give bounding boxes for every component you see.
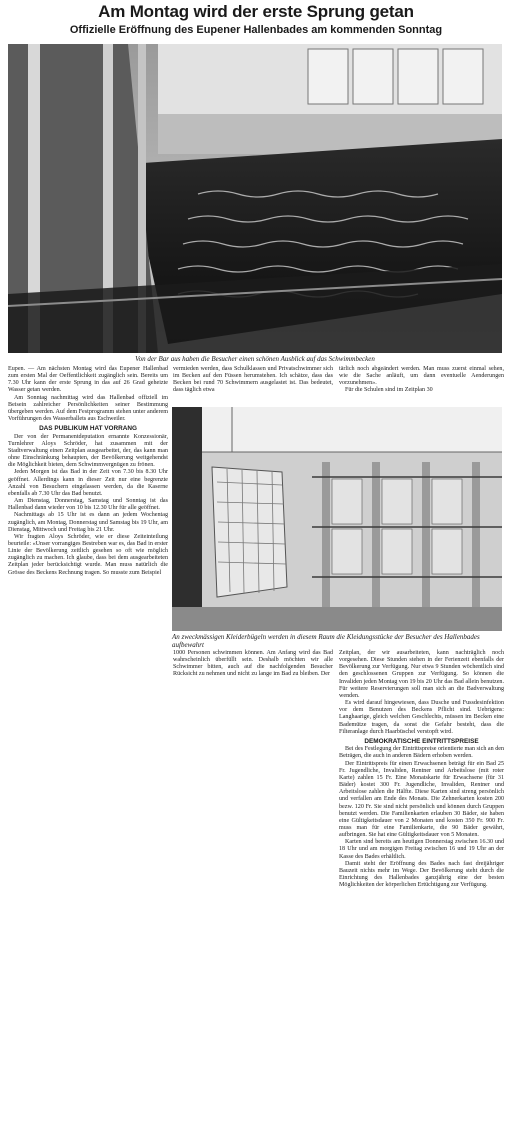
article-column-3-top (339, 366, 504, 395)
paragraph: Am Sonntag nachmittag wird das Hallenbad offiziell im Beisein zahlreicher Persönlichkeiten seiner Bestimmung übergeben werden. Auf dem Festprogramm stehen unter anderem Vorführungen des Wasserballets aus Eschweiler. (8, 394, 168, 423)
headline: Am Montag wird der erste Sprung getan (98, 2, 414, 21)
paragraph: Es wird darauf hingewiesen, dass Dusche und Fussdesinfektion vor dem Benutzen des Beckens Pflicht sind. Uebrigens: Langhaarige, gleich welchen Geschlechts, müssen im Becken eine Bademütze tragen, da sonst die Gefahr besteht, dass die Filteranlage durch Haarbüschel verstopft wird. (339, 700, 504, 735)
paragraph: Damit steht der Eröffnung des Bades nach fast dreijähriger Bauzeit nichts mehr im Wege. Der Bevölkerung steht durch die Einrichtung des Hallenbades ganzjährig eine der besten Möglichkeiten der körperlichen Ertüchtigung zur Verfügung. (339, 860, 504, 889)
article-column-1 (8, 366, 168, 577)
paragraph: vermieden werden, dass Schulklassen und Privatschwimmer sich im Becken auf den Füssen herumstehen. Ich schätze, dass das Becken bei rund 70 Schwimmern ausgelastet ist. Das bedeutet, dass täglich etwa (173, 366, 333, 394)
article-column-3-bottom (339, 650, 504, 889)
paragraph: Zeitplan, der wir ausarbeiteten, kann nachträglich noch vorgesehen. Diese Stunden stehen in der Ferienzeit ebenfalls der Bevölkerung zur Verfügung. Nur etwa 9 Stunden wöchentlich sind den geschlossenen Gruppen zur Verfügung. So können die Invaliden jeden Montag von 19 bis 20 Uhr das Bad allein benutzen. Für weitere Reservierungen soll man sich an die Badverwaltung wenden. (339, 650, 504, 699)
cloakroom-photo-caption: An zweckmässigen Kleiderbügeln werden in diesem Raum die Kleidungsstücke der Besucher des Hallenbades aufbewahrt (172, 633, 480, 649)
paragraph: Für die Schulen sind im Zeitplan 30 (345, 387, 433, 394)
paragraph: Der von der Permanentdeputation ernannte Konzessionär, Turnlehrer Aloys Schröder, hat zusammen mit der Stadtverwaltung einen Zeitplan ausgearbeitet, der, das kann man ohne Einschränkung behaupten, der Bevölkerung weitgehendst die Möglichkeit bieten, dem Schwimmvergnügen zu frönen. (8, 433, 168, 469)
paragraph: tärlich noch abgeändert werden. Man muss zuerst einmal sehen, wie die Sache anläuft, um dann eventuelle Aenderungen vorzunehmen». (339, 366, 504, 387)
subheading-eintrittspreise: DEMOKRATISCHE EINTRITTSPREISE (364, 737, 479, 745)
paragraph: Bei des Festlegung der Eintrittspreise orientierte man sich an den Beträgen, die auch in anderen Bädern erhoben werden. (339, 746, 504, 760)
subheadline: Offizielle Eröffnung des Eupener Hallenbades am kommenden Sonntag (69, 24, 443, 36)
cloakroom-photo-illustration (172, 407, 502, 631)
pool-photo-caption: Von der Bar aus haben die Besucher einen schönen Ausblick auf das Schwimmbecken (135, 355, 375, 363)
paragraph: Der Eintrittspreis für einen Erwachsenen beträgt für ein Bad 25 Fr. Jugendliche, Invaliden, Rentner und Arbeitslose (mit roter Karte) zahlen 15 Fr. Eine Monatskarte für Erwachsene (für 31 Bäder) kostet 300 Fr. Jugendliche, Invaliden, Rentner und Arbeitslose zahlen die Hälfte. Diese Karten sind streng persönlich und verfallen am Ende des Monats. Die Zehnerkarten kosten 200 bezw. 120 Fr. Sie sind nicht persönlich und können durch Gruppen benutzt werden. Die Familienkarten erlauben 30 Bäder, sie haben eine Gültigkeitsdauer von 2 Monaten und kosten 350 Fr. 900 Fr. muss man für eine Familienkarte, die 90 Bäder gewährt, aufbringen. Sie hat eine Gültigkeitsdauer von 5 Monaten. (339, 760, 504, 839)
paragraph: Karten sind bereits am heutigen Donnerstag zwischen 16.30 und 18 Uhr und am morgigen Freitag zwischen 16 und 19 Uhr an der Kasse des Bades erhältlich. (339, 839, 504, 860)
cloakroom-photo (172, 407, 502, 631)
paragraph: Wir fragten Aloys Schröder, wie er diese Zeiteinteilung beurteile: «Unser vorrangiges Bestreben war es, das Bad in erster Linie der Bevölkerung zeitlich gesehen so oft wie möglich zugänglich zu machen. Ich glaube, dass bei dem ausgearbeiteten Zeitplan jeder berücksichtigt wurde. Man muss natürlich die Grösse des Beckens Rechnung tragen. So musste zum Beispiel (8, 533, 168, 576)
paragraph: 1000 Personen schwimmen können. Am Anfang wird das Bad wahrscheinlich überfüllt sein. Deshalb möchten wir alle Schwimmer bitten, auch auf die nachfolgenden Besucher Rücksicht zu nehmen und nicht zu lange im Bad zu bleiben. Der (173, 650, 333, 678)
article-column-2-top (173, 366, 333, 395)
paragraph: Eupen. — Am nächsten Montag wird das Eupener Hallenbad zum ersten Mal der Oeffentlichkeit zugänglich sein. Bereits um 7.30 Uhr kann der erste Sprung in das auf 26 Grad geheizte Wasser getan werden. (8, 366, 168, 394)
paragraph: Am Dienstag, Donnerstag, Samstag und Sonntag ist das Hallenbad dann wieder von 10 bis 12.30 Uhr für alle geöffnet. (8, 498, 168, 512)
paragraph: Nachmittags ab 15 Uhr ist es dann an jedem Wochentag zugänglich, am Montag, Donnerstag und Samstag bis 19 Uhr, am Dienstag, Mittwoch und Freitag bis 21 Uhr. (8, 512, 168, 533)
pool-photo-illustration (8, 44, 502, 353)
article-column-2-bottom (173, 650, 333, 679)
paragraph: Jeden Morgen ist das Bad in der Zeit von 7.30 bis 8.30 Uhr geöffnet. Allerdings kann in dieser Zeit nur eine begrenzte Anzahl von Besuchern eingelassen werden, da die Kaserne ebenfalls ab 7.30 Uhr das Bad benutzt. (8, 469, 168, 497)
subheading-publikum: DAS PUBLIKUM HAT VORRANG (39, 425, 137, 433)
pool-photo (8, 44, 502, 353)
